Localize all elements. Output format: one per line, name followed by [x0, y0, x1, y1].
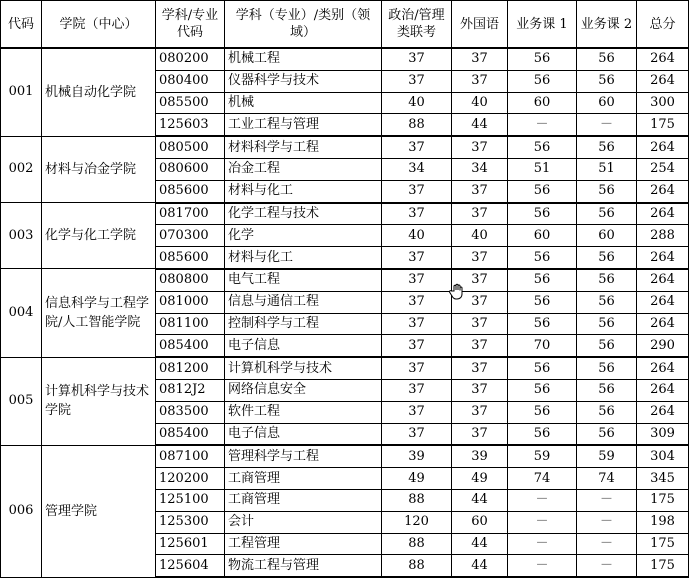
subject-name: 工业工程与管理 [225, 114, 382, 136]
total-score: 175 [637, 533, 689, 555]
total-score: 175 [637, 114, 689, 136]
table-row [1, 357, 689, 379]
course1-score: － [508, 511, 577, 533]
foreign-score: 44 [452, 489, 508, 511]
table-row [1, 445, 689, 467]
header-subject-name: 学科（专业）/类别（领域） [225, 1, 382, 49]
foreign-score: 37 [452, 357, 508, 379]
total-score: 264 [637, 203, 689, 225]
subject-code: 080800 [156, 269, 225, 291]
foreign-score: 37 [452, 180, 508, 202]
course1-score: 56 [508, 379, 577, 401]
header-course2: 业务课 2 [577, 1, 637, 49]
subject-code: 085500 [156, 92, 225, 114]
subject-name: 控制科学与工程 [225, 313, 382, 335]
course2-score: 60 [577, 225, 637, 247]
course1-score: 56 [508, 247, 577, 269]
course2-score: 74 [577, 468, 637, 490]
total-score: 309 [637, 423, 689, 445]
college-code: 002 [1, 136, 42, 202]
subject-code: 080500 [156, 136, 225, 158]
foreign-score: 37 [452, 401, 508, 423]
course2-score: 56 [577, 291, 637, 313]
foreign-score: 37 [452, 48, 508, 70]
course1-score: 56 [508, 136, 577, 158]
course1-score: 56 [508, 203, 577, 225]
subject-code: 080600 [156, 158, 225, 180]
subject-code: 080400 [156, 70, 225, 92]
subject-name: 机械工程 [225, 48, 382, 70]
course2-score: 56 [577, 335, 637, 357]
foreign-score: 37 [452, 203, 508, 225]
header-total: 总分 [637, 1, 689, 49]
total-score: 264 [637, 136, 689, 158]
subject-name: 材料与化工 [225, 247, 382, 269]
college-code: 005 [1, 357, 42, 445]
subject-code: 081700 [156, 203, 225, 225]
college-name: 计算机科学与技术学院 [42, 357, 156, 445]
politics-score: 37 [382, 48, 452, 70]
politics-score: 37 [382, 335, 452, 357]
table-row [1, 269, 689, 291]
politics-score: 40 [382, 92, 452, 114]
total-score: 264 [637, 379, 689, 401]
subject-code: 085400 [156, 335, 225, 357]
subject-name: 材料科学与工程 [225, 136, 382, 158]
course2-score: － [577, 114, 637, 136]
subject-name: 会计 [225, 511, 382, 533]
college-name: 机械自动化学院 [42, 48, 156, 136]
foreign-score: 39 [452, 445, 508, 467]
subject-code: 085600 [156, 180, 225, 202]
subject-code: 125100 [156, 489, 225, 511]
college-name: 化学与化工学院 [42, 203, 156, 269]
politics-score: 37 [382, 423, 452, 445]
subject-code: 125604 [156, 555, 225, 577]
foreign-score: 44 [452, 555, 508, 577]
politics-score: 37 [382, 269, 452, 291]
subject-code: 083500 [156, 401, 225, 423]
course1-score: － [508, 114, 577, 136]
subject-code: 120200 [156, 468, 225, 490]
total-score: 264 [637, 48, 689, 70]
politics-score: 37 [382, 70, 452, 92]
course1-score: 70 [508, 335, 577, 357]
total-score: 300 [637, 92, 689, 114]
subject-code: 087100 [156, 445, 225, 467]
foreign-score: 37 [452, 423, 508, 445]
course1-score: － [508, 489, 577, 511]
total-score: 264 [637, 401, 689, 423]
course2-score: － [577, 533, 637, 555]
course2-score: 56 [577, 379, 637, 401]
total-score: 254 [637, 158, 689, 180]
foreign-score: 37 [452, 269, 508, 291]
course1-score: 51 [508, 158, 577, 180]
subject-name: 工商管理 [225, 489, 382, 511]
subject-name: 网络信息安全 [225, 379, 382, 401]
course1-score: 60 [508, 225, 577, 247]
foreign-score: 44 [452, 114, 508, 136]
politics-score: 37 [382, 313, 452, 335]
foreign-score: 37 [452, 379, 508, 401]
total-score: 264 [637, 70, 689, 92]
subject-name: 仪器科学与技术 [225, 70, 382, 92]
total-score: 264 [637, 357, 689, 379]
subject-name: 工商管理 [225, 468, 382, 490]
politics-score: 88 [382, 555, 452, 577]
total-score: 175 [637, 555, 689, 577]
college-code: 003 [1, 203, 42, 269]
course1-score: － [508, 533, 577, 555]
header-course1: 业务课 1 [508, 1, 577, 49]
subject-name: 软件工程 [225, 401, 382, 423]
subject-code: 080200 [156, 48, 225, 70]
foreign-score: 60 [452, 511, 508, 533]
subject-code: 0812J2 [156, 379, 225, 401]
subject-name: 电子信息 [225, 335, 382, 357]
politics-score: 37 [382, 357, 452, 379]
total-score: 264 [637, 313, 689, 335]
total-score: 175 [637, 489, 689, 511]
course2-score: 56 [577, 269, 637, 291]
subject-code: 081200 [156, 357, 225, 379]
course1-score: － [508, 555, 577, 577]
course2-score: 56 [577, 313, 637, 335]
politics-score: 37 [382, 379, 452, 401]
college-code: 001 [1, 48, 42, 136]
subject-code: 125601 [156, 533, 225, 555]
course2-score: 56 [577, 136, 637, 158]
foreign-score: 37 [452, 313, 508, 335]
politics-score: 88 [382, 114, 452, 136]
subject-code: 125603 [156, 114, 225, 136]
course2-score: 56 [577, 203, 637, 225]
course2-score: 56 [577, 247, 637, 269]
politics-score: 37 [382, 180, 452, 202]
college-name: 信息科学与工程学院/人工智能学院 [42, 269, 156, 357]
subject-name: 机械 [225, 92, 382, 114]
politics-score: 37 [382, 291, 452, 313]
course2-score: 56 [577, 180, 637, 202]
foreign-score: 34 [452, 158, 508, 180]
subject-name: 信息与通信工程 [225, 291, 382, 313]
course1-score: 56 [508, 357, 577, 379]
table-row [1, 136, 689, 158]
course1-score: 56 [508, 180, 577, 202]
subject-code: 081100 [156, 313, 225, 335]
foreign-score: 37 [452, 291, 508, 313]
politics-score: 88 [382, 533, 452, 555]
course2-score: － [577, 511, 637, 533]
course2-score: 56 [577, 48, 637, 70]
subject-name: 化学 [225, 225, 382, 247]
foreign-score: 37 [452, 247, 508, 269]
college-name: 材料与冶金学院 [42, 136, 156, 202]
subject-name: 管理科学与工程 [225, 445, 382, 467]
table-row [1, 203, 689, 225]
total-score: 288 [637, 225, 689, 247]
course1-score: 56 [508, 313, 577, 335]
subject-name: 材料与化工 [225, 180, 382, 202]
total-score: 304 [637, 445, 689, 467]
total-score: 198 [637, 511, 689, 533]
course2-score: 56 [577, 401, 637, 423]
politics-score: 34 [382, 158, 452, 180]
politics-score: 37 [382, 401, 452, 423]
subject-code: 125300 [156, 511, 225, 533]
politics-score: 39 [382, 445, 452, 467]
header-politics: 政治/管理类联考 [382, 1, 452, 49]
subject-name: 计算机科学与技术 [225, 357, 382, 379]
foreign-score: 44 [452, 533, 508, 555]
course1-score: 74 [508, 468, 577, 490]
subject-code: 081000 [156, 291, 225, 313]
course2-score: 60 [577, 92, 637, 114]
total-score: 264 [637, 291, 689, 313]
total-score: 345 [637, 468, 689, 490]
foreign-score: 37 [452, 136, 508, 158]
course1-score: 56 [508, 423, 577, 445]
total-score: 264 [637, 180, 689, 202]
politics-score: 40 [382, 225, 452, 247]
college-name: 管理学院 [42, 445, 156, 577]
total-score: 290 [637, 335, 689, 357]
politics-score: 37 [382, 136, 452, 158]
header-code: 代码 [1, 1, 42, 49]
course1-score: 56 [508, 401, 577, 423]
college-code: 006 [1, 445, 42, 577]
politics-score: 37 [382, 203, 452, 225]
foreign-score: 37 [452, 70, 508, 92]
foreign-score: 49 [452, 468, 508, 490]
course1-score: 56 [508, 291, 577, 313]
college-code: 004 [1, 269, 42, 357]
subject-code: 085400 [156, 423, 225, 445]
course2-score: 51 [577, 158, 637, 180]
course2-score: 59 [577, 445, 637, 467]
course2-score: 56 [577, 423, 637, 445]
foreign-score: 40 [452, 92, 508, 114]
subject-code: 070300 [156, 225, 225, 247]
politics-score: 37 [382, 247, 452, 269]
politics-score: 49 [382, 468, 452, 490]
course2-score: 56 [577, 70, 637, 92]
header-foreign: 外国语 [452, 1, 508, 49]
subject-code: 085600 [156, 247, 225, 269]
header-subject-code: 学科/专业代码 [156, 1, 225, 49]
foreign-score: 37 [452, 335, 508, 357]
subject-name: 电气工程 [225, 269, 382, 291]
course1-score: 59 [508, 445, 577, 467]
politics-score: 120 [382, 511, 452, 533]
subject-name: 冶金工程 [225, 158, 382, 180]
header-college: 学院（中心） [42, 1, 156, 49]
course1-score: 56 [508, 48, 577, 70]
total-score: 264 [637, 247, 689, 269]
course1-score: 60 [508, 92, 577, 114]
course1-score: 56 [508, 269, 577, 291]
course1-score: 56 [508, 70, 577, 92]
politics-score: 88 [382, 489, 452, 511]
course2-score: － [577, 489, 637, 511]
subject-name: 工程管理 [225, 533, 382, 555]
subject-name: 电子信息 [225, 423, 382, 445]
total-score: 264 [637, 269, 689, 291]
course2-score: － [577, 555, 637, 577]
table-row [1, 48, 689, 70]
header-row [1, 1, 689, 49]
course2-score: 56 [577, 357, 637, 379]
subject-name: 化学工程与技术 [225, 203, 382, 225]
foreign-score: 40 [452, 225, 508, 247]
subject-name: 物流工程与管理 [225, 555, 382, 577]
